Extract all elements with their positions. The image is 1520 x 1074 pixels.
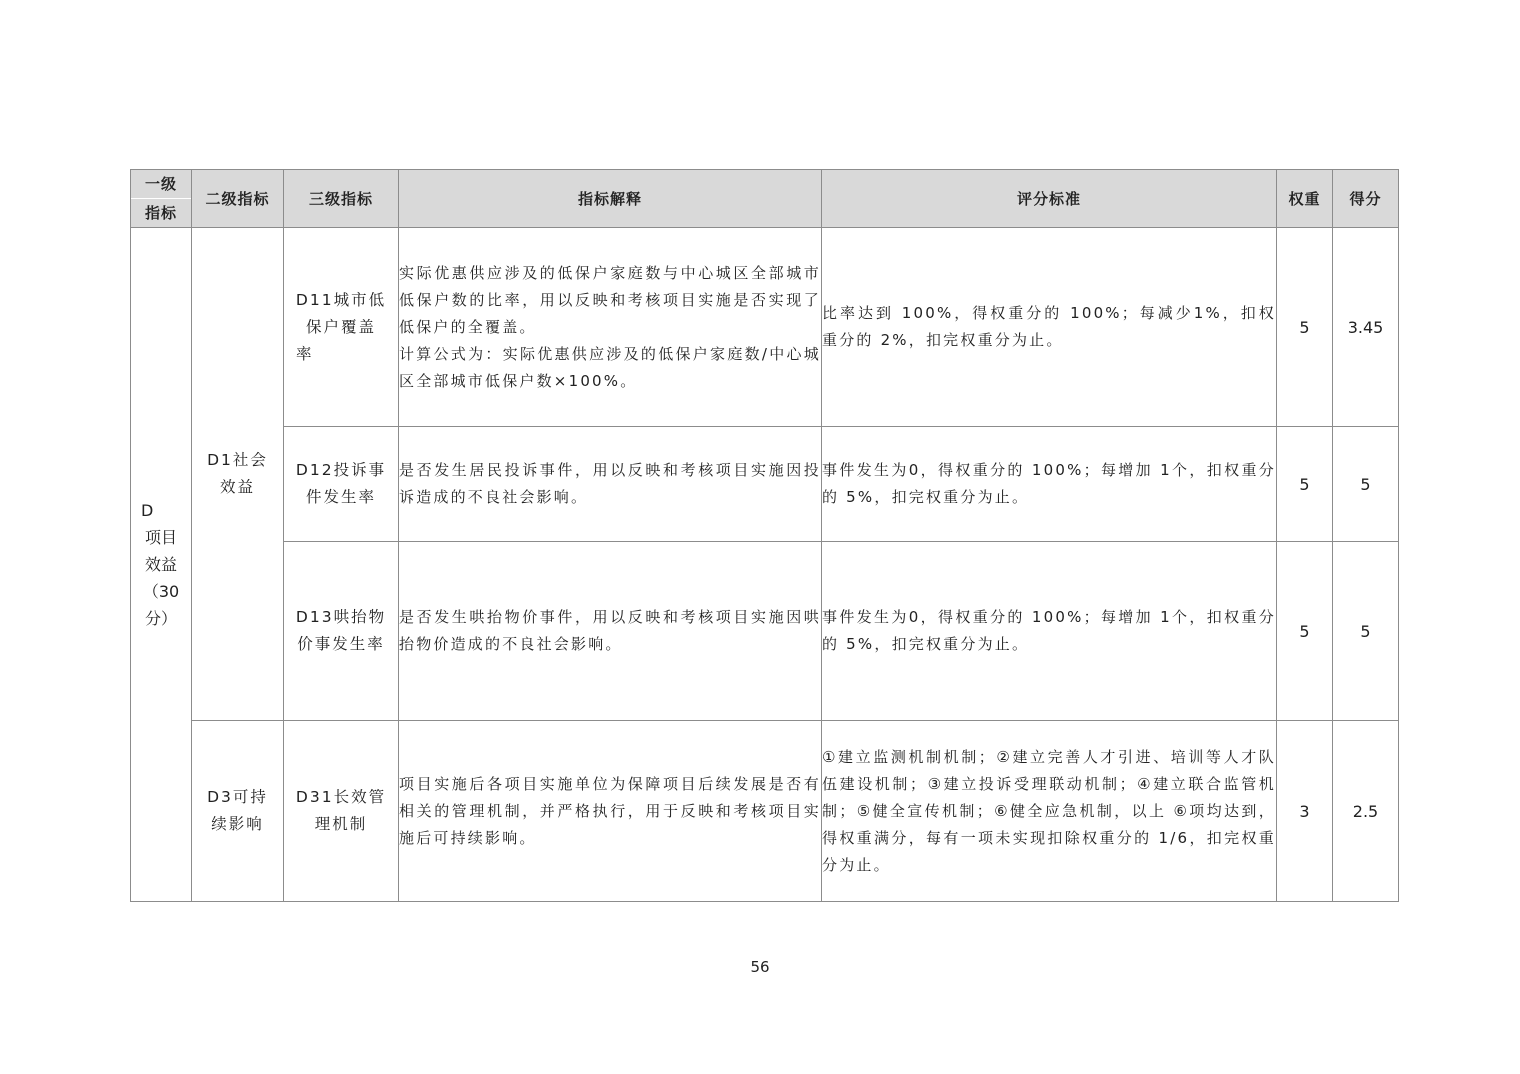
table-row <box>131 427 1399 542</box>
indicator-line: D31长效管 <box>295 788 387 806</box>
indicator-line: 理机制 <box>314 815 368 833</box>
level2-cell <box>192 228 284 721</box>
level1-name: 项目 <box>144 528 177 547</box>
indicator-line: 价事发生率 <box>297 635 385 653</box>
weight-cell: 5 <box>1277 427 1333 542</box>
table-row <box>131 542 1399 721</box>
indicator-line: 保户覆盖 <box>305 317 376 336</box>
criteria-cell: ①建立监测机制机制；②建立完善人才引进、培训等人才队伍建设机制；③建立投诉受理联动机制；④建立联合监管机制；⑤健全宣传机制；⑥健全应急机制，以上 ⑥项均达到，得权重满分，每有一项未实现扣除权重分的 1/6，扣完权重分为止。 <box>822 721 1277 902</box>
header-level3: 三级指标 <box>284 170 399 228</box>
criteria-cell: 比率达到 100%，得权重分的 100%；每减少1%，扣权重分的 2%，扣完权重分为止。 <box>822 228 1277 427</box>
indicator-table <box>130 169 1399 902</box>
table-row <box>131 721 1399 902</box>
explanation-cell: 是否发生居民投诉事件，用以反映和考核项目实施因投诉造成的不良社会影响。 <box>399 427 822 542</box>
level1-cell <box>131 228 192 902</box>
indicator-line: D12投诉事 <box>295 461 387 479</box>
level1-name-2: 效益 <box>144 555 177 574</box>
score-cell: 5 <box>1333 542 1399 721</box>
level1-points: （30 <box>142 582 180 601</box>
header-level1-bottom: 指标 <box>131 198 191 227</box>
level1-code: D <box>141 501 154 520</box>
score-cell: 3.45 <box>1333 228 1399 427</box>
header-level2: 二级指标 <box>192 170 284 228</box>
criteria-cell: 事件发生为0，得权重分的 100%；每增加 1个，扣权重分的 5%，扣完权重分为止。 <box>822 542 1277 721</box>
header-score: 得分 <box>1333 170 1399 228</box>
level3-cell <box>284 721 399 902</box>
level2-name-line2: 效益 <box>219 478 255 496</box>
indicator-line: D11城市低 <box>295 290 387 309</box>
level2-name-line2: 续影响 <box>211 815 264 833</box>
level2-name-line1: D3可持 <box>207 788 268 806</box>
header-level1 <box>131 170 192 228</box>
score-cell: 5 <box>1333 427 1399 542</box>
weight-cell: 3 <box>1277 721 1333 902</box>
level1-points-2: 分） <box>144 609 177 628</box>
indicator-line: 率 <box>296 344 314 363</box>
explanation-text: 实际优惠供应涉及的低保户家庭数与中心城区全部城市低保户数的比率，用以反映和考核项目实施是否实现了低保户的全覆盖。 <box>399 263 821 336</box>
level2-name-line1: D1社会 <box>207 451 268 469</box>
criteria-cell: 事件发生为0，得权重分的 100%；每增加 1个，扣权重分的 5%，扣完权重分为止。 <box>822 427 1277 542</box>
table-row <box>131 228 1399 427</box>
score-cell: 2.5 <box>1333 721 1399 902</box>
header-row <box>131 170 1399 228</box>
level3-cell <box>284 228 399 427</box>
header-weight: 权重 <box>1277 170 1333 228</box>
level3-cell <box>284 427 399 542</box>
header-explanation: 指标解释 <box>399 170 822 228</box>
weight-cell: 5 <box>1277 542 1333 721</box>
explanation-cell: 是否发生哄抬物价事件，用以反映和考核项目实施因哄抬物价造成的不良社会影响。 <box>399 542 822 721</box>
explanation-cell: 项目实施后各项目实施单位为保障项目后续发展是否有相关的管理机制，并严格执行，用于反映和考核项目实施后可持续影响。 <box>399 721 822 902</box>
header-criteria: 评分标准 <box>822 170 1277 228</box>
indicator-line: D13哄抬物 <box>295 608 387 626</box>
weight-cell: 5 <box>1277 228 1333 427</box>
indicator-line: 件发生率 <box>305 488 376 506</box>
header-level1-top: 一级 <box>144 175 177 193</box>
level2-cell <box>192 721 284 902</box>
explanation-cell <box>399 228 822 427</box>
formula-text: 计算公式为：实际优惠供应涉及的低保户家庭数/中心城区全部城市低保户数×100%。 <box>399 344 821 390</box>
page-number: 56 <box>750 958 770 976</box>
level3-cell <box>284 542 399 721</box>
